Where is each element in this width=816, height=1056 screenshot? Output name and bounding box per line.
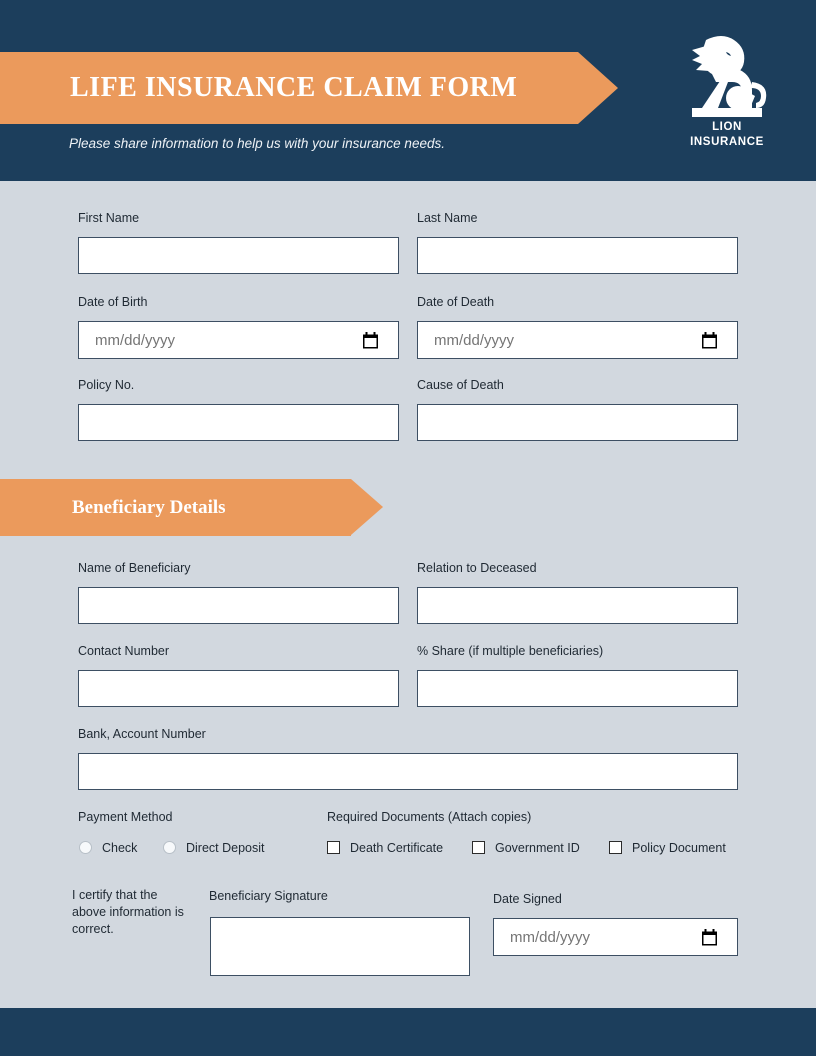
page-footer [0,1008,816,1056]
input-bank-account-number[interactable] [78,753,738,790]
date-signed-placeholder: mm/dd/yyyy [510,929,591,946]
calendar-icon[interactable] [701,929,718,947]
input-beneficiary-signature[interactable] [210,917,470,976]
label-payment-method: Payment Method [78,810,173,824]
input-date-of-death[interactable] [417,321,738,359]
label-required-documents: Required Documents (Attach copies) [327,810,532,824]
logo-text-line2: INSURANCE [690,136,764,148]
input-last-name[interactable] [417,237,738,274]
lion-icon [676,30,778,120]
checkbox-policy-document[interactable] [609,841,622,854]
label-policy-no: Policy No. [78,378,135,392]
checkbox-death-certificate[interactable] [327,841,340,854]
checkbox-label-death-certificate[interactable]: Death Certificate [350,841,444,855]
input-date-signed[interactable] [493,918,738,956]
logo-text-line1: LION [712,121,742,133]
input-relation-to-deceased[interactable] [417,587,738,624]
input-date-of-birth[interactable] [78,321,399,359]
label-beneficiary-signature: Beneficiary Signature [209,889,328,903]
calendar-icon[interactable] [701,332,718,350]
checkbox-government-id[interactable] [472,841,485,854]
input-contact-number[interactable] [78,670,399,707]
input-percent-share[interactable] [417,670,738,707]
label-contact-number: Contact Number [78,644,170,658]
title-banner-arrow-tip [578,52,618,124]
date-of-death-placeholder: mm/dd/yyyy [434,332,515,349]
section-heading-beneficiary: Beneficiary Details [72,497,226,518]
label-name-of-beneficiary: Name of Beneficiary [78,561,191,575]
page-title: LIFE INSURANCE CLAIM FORM [70,72,518,103]
page-subtitle: Please share information to help us with your insurance needs. [69,136,445,151]
label-date-signed: Date Signed [493,892,562,906]
beneficiary-section-banner [0,479,383,536]
label-date-of-death: Date of Death [417,295,495,309]
checkbox-label-policy-document[interactable]: Policy Document [632,841,726,855]
input-first-name[interactable] [78,237,399,274]
label-bank-account-number: Bank, Account Number [78,727,206,741]
label-date-of-birth: Date of Birth [78,295,148,309]
section-banner-arrow-tip [351,479,383,535]
radio-label-direct-deposit[interactable]: Direct Deposit [186,841,265,855]
label-last-name: Last Name [417,211,478,225]
certification-statement: I certify that the above information is correct. [72,888,184,936]
radio-check[interactable] [79,841,92,854]
label-percent-share: % Share (if multiple beneficiaries) [417,644,604,658]
input-policy-no[interactable] [78,404,399,441]
radio-direct-deposit[interactable] [163,841,176,854]
radio-label-check[interactable]: Check [102,841,138,855]
input-name-of-beneficiary[interactable] [78,587,399,624]
label-relation-to-deceased: Relation to Deceased [417,561,537,575]
input-cause-of-death[interactable] [417,404,738,441]
date-of-birth-placeholder: mm/dd/yyyy [95,332,176,349]
page-header [0,0,816,181]
brand-logo [676,30,778,160]
checkbox-label-government-id[interactable]: Government ID [495,841,580,855]
label-cause-of-death: Cause of Death [417,378,504,392]
label-first-name: First Name [78,211,140,225]
calendar-icon[interactable] [362,332,379,350]
title-banner [0,52,618,124]
